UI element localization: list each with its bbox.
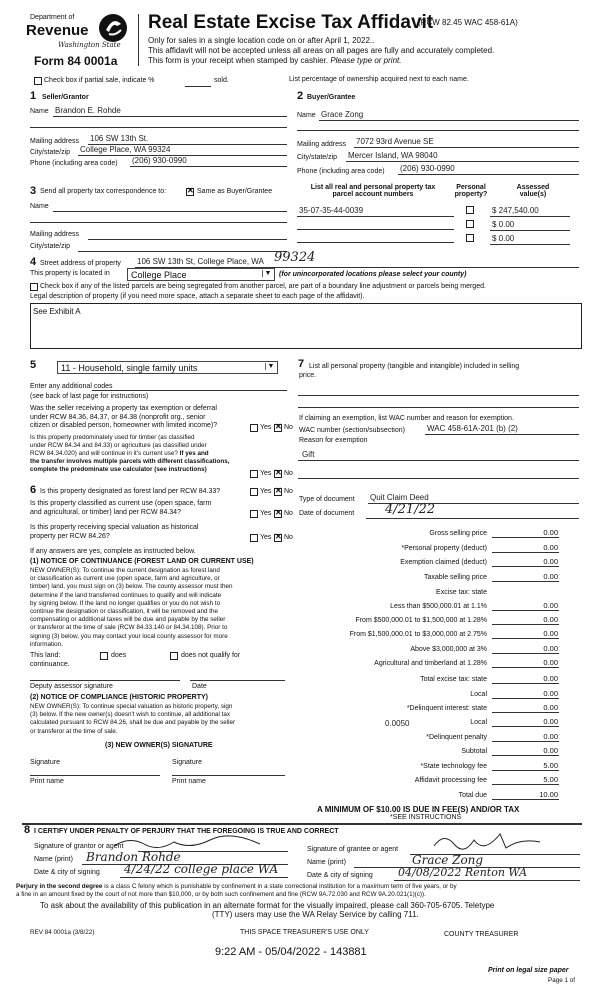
forest-question: Is this property designated as forest land per RCW 84.33? [40, 488, 221, 495]
form-title: Real Estate Excise Tax Affidavit [148, 12, 434, 33]
personal-property-label-2: price. [299, 372, 317, 379]
document-date-value[interactable]: 4/21/22 [385, 502, 436, 517]
yes-label: Yes [260, 534, 272, 541]
yes-label: Yes [260, 510, 272, 517]
segregated-label: Check box if any of the listed parcels are being segregated from another parcel, are part of a boundary line adjustment or parcels being merged. [40, 283, 486, 290]
revenue-logo-icon [97, 12, 129, 44]
q3-yes-checkbox[interactable] [250, 488, 258, 496]
local-rate: 0.0050 [385, 719, 410, 728]
same-as-buyer-checkbox[interactable] [186, 188, 194, 196]
no-label: No [284, 534, 293, 541]
yes-note: If any answers are yes, complete as instructed below. [30, 548, 196, 555]
see-instructions: *SEE INSTRUCTIONS [390, 814, 462, 821]
yes-label: Yes [260, 488, 272, 495]
q2-yes-checkbox[interactable] [250, 470, 258, 478]
personal-checkbox-1[interactable] [466, 206, 474, 214]
tax-row-label: From $500,000.01 to $1,500,000 at 1.28% [355, 617, 487, 624]
reason-label: Reason for exemption [299, 437, 368, 444]
buyer-city-label: City/state/zip [297, 154, 338, 161]
tax-row-value[interactable]: 0.00 [543, 658, 558, 667]
tax-row-label: *Delinquent interest: state [406, 705, 487, 712]
tax-row-label: Above $3,000,000 at 3% [410, 646, 487, 653]
seller-city-label: City/state/zip [30, 149, 71, 156]
assessed-value-1[interactable]: $ 247,540.00 [492, 206, 539, 215]
q5-yes-checkbox[interactable] [250, 534, 258, 542]
land-use-code-select[interactable]: 11 - Household, single family units ▼ [57, 361, 278, 374]
section-4-number: 4 [30, 256, 37, 268]
buyer-name-label: Name [297, 112, 316, 119]
q1-no-checkbox[interactable] [274, 424, 282, 432]
section-3-number: 3 [30, 185, 37, 197]
receipt-stamp: 9:22 AM - 05/04/2022 - 143881 [215, 946, 367, 958]
county-treasurer: COUNTY TREASURER [444, 931, 519, 938]
deputy-date-label: Date [192, 683, 207, 690]
zip-handwritten: 99324 [274, 250, 316, 265]
personal-checkbox-3[interactable] [466, 234, 474, 242]
continuance-label: continuance. [30, 661, 70, 668]
q1-yes-checkbox[interactable] [250, 424, 258, 432]
buyer-phone-value[interactable]: (206) 930-0990 [400, 164, 455, 173]
personal-checkbox-2[interactable] [466, 220, 474, 228]
tax-row-value[interactable]: 0.00 [543, 572, 558, 581]
perjury-notice: Perjury in the second degree is a class C felony which is punishable by confinement in a state correctional institution for a maximum term of five years, or by a fine in an amount fixed by the court of not more than $10,000, or by both such confinement and fine (RCW 9A.72.030 and RCW 9A.20.021(1)(c)). [16, 883, 457, 898]
seller-phone-label: Phone (including area code) [30, 160, 118, 167]
tax-row-label: *Delinquent penalty [426, 734, 487, 741]
document-type-value[interactable]: Quit Claim Deed [370, 493, 429, 502]
tax-row-label: Affidavit processing fee [414, 777, 487, 784]
tax-row-value[interactable]: 10.00 [539, 790, 558, 799]
print-name-label-2: Print name [172, 778, 206, 785]
tax-row-value[interactable]: 0.00 [543, 528, 558, 537]
seller-mail-label: Mailing address [30, 138, 80, 145]
treasurer-use: THIS SPACE TREASURER'S USE ONLY [240, 929, 369, 936]
revenue-logo-text: Revenue [26, 22, 89, 39]
print-name-label-1: Print name [30, 778, 64, 785]
tax-row-value[interactable]: 0.00 [543, 674, 558, 683]
buyer-phone-label: Phone (including area code) [297, 168, 385, 175]
timber-question: Is this property predominately used for timber (as classified under RCW 84.34 and 84.33) or agriculture (as classified under RCW 84.34.020) and will continue in it's current use? If yes and the transfer involves multiple parcels with different classifications, complete the predominate use calculator (see instructions) [30, 434, 230, 473]
reason-value[interactable]: Gift [302, 450, 315, 459]
exemption-instructions: If claiming an exemption, list WAC number and reason for exemption. [299, 415, 514, 422]
tax-row-label: Subtotal [461, 748, 487, 755]
segregated-checkbox[interactable] [30, 283, 38, 291]
tax-row-value[interactable]: 0.00 [543, 644, 558, 653]
grantee-signature[interactable] [430, 828, 550, 856]
partial-sale-checkbox[interactable] [34, 77, 42, 85]
q4-no-checkbox[interactable] [274, 510, 282, 518]
wac-label: WAC number (section/subsection) [299, 427, 405, 434]
yes-label: Yes [260, 470, 272, 477]
does-not-checkbox[interactable] [170, 652, 178, 660]
buyer-title: Buyer/Grantee [307, 94, 356, 101]
partial-sale-label: Check box if partial sale, indicate % [44, 77, 155, 84]
assessed-header: Assessed value(s) [516, 184, 550, 198]
revision: REV 84 0001a (3/8/22) [30, 929, 95, 936]
tax-row-label: Excise tax: state [436, 589, 487, 596]
accessibility-note-2: (TTY) users may use the WA Relay Service by calling 711. [212, 910, 419, 919]
located-in-label: This property is located in [30, 270, 110, 277]
rcw-ref: (RCW 82.45 WAC 458-61A) [418, 18, 518, 27]
seller-city-value[interactable]: College Place, WA 99324 [80, 145, 171, 154]
location-note: (for unincorporated locations please select your county) [279, 271, 467, 278]
form-number: Form 84 0001a [34, 54, 118, 68]
legal-description-label: Legal description of property (if you need more space, attach a separate sheet to each page of the affidavit). [30, 293, 365, 300]
grantee-signature-label: Signature of grantee or agent [307, 846, 399, 853]
grantee-date-label: Date & city of signing [307, 872, 373, 879]
continuance-heading: (1) NOTICE OF CONTINUANCE (FOREST LAND OR CURRENT USE) [30, 558, 254, 565]
tax-row-value[interactable]: 0.00 [543, 629, 558, 638]
minimum-due-note: A MINIMUM OF $10.00 IS DUE IN FEE(S) AND/OR TAX [317, 805, 520, 814]
seller-phone-value[interactable]: (206) 930-0990 [132, 156, 187, 165]
compliance-text: NEW OWNER(S): To continue special valuation as historic property, sign (3) below. If the new owner(s) doesn't wish to continue, all additional tax calculated pursuant to RCW 84.26, shall be due and payable by the seller or transferor at the time of sale. [30, 703, 236, 735]
tax-row-value[interactable]: 0.00 [543, 717, 558, 726]
chevron-down-icon: ▼ [265, 363, 276, 370]
parcel-account-1[interactable]: 35-07-35-44-0039 [299, 206, 364, 215]
tax-row-label: Total due [458, 792, 487, 799]
document-date-label: Date of document [299, 510, 355, 517]
parcel-header: List all real and personal property tax parcel account numbers [310, 184, 436, 198]
q2-no-checkbox[interactable] [274, 470, 282, 478]
assessed-value-3[interactable]: $ 0.00 [492, 234, 515, 243]
historic-question: Is this property receiving special valuation as historical property per RCW 84.26? [30, 524, 199, 540]
seller-title: Seller/Grantor [42, 94, 89, 101]
new-owner-signature-heading: (3) NEW OWNER(S) SIGNATURE [105, 742, 213, 749]
grantor-print-name[interactable]: Brandon Rohde [86, 850, 181, 864]
buyer-name-value[interactable]: Grace Zong [321, 110, 364, 119]
state-label: Washington State [58, 41, 121, 49]
grantee-print-label: Name (print) [307, 859, 346, 866]
street-address-label: Street address of property [40, 260, 121, 267]
continuance-text: NEW OWNER(S): To continue the current designation as forest land or classification as current use (open space, farm and agriculture, or timber) land, you must sign on (3) below. The county assessor must then determine if the land transferred continues to qualify and will indicate by signing below. If the land no longer qualifies or you do not wish to continue the designation or classification, it will be removed and the compensating or additional taxes will be due and payable by the seller or transferor at the time of sale (RCW 84.33.140 or 84.34.108). Prior to signing (3) below, you may contact your local county assessor for more information. [30, 567, 233, 648]
buyer-mail-label: Mailing address [297, 141, 347, 148]
ownership-note: List percentage of ownership acquired next to each name. [289, 76, 469, 83]
q4-yes-checkbox[interactable] [250, 510, 258, 518]
dept-label: Department of [30, 14, 75, 21]
q3-no-checkbox[interactable] [274, 488, 282, 496]
street-address-value[interactable]: 106 SW 13th St, College Place, WA [137, 257, 264, 266]
tax-row-label: Exemption claimed (deduct) [400, 559, 487, 566]
wac-value[interactable]: WAC 458-61A-201 (b) (2) [427, 424, 518, 433]
legal-paper-note: Print on legal size paper [488, 967, 569, 974]
deputy-signature-label: Deputy assessor signature [30, 683, 113, 690]
section-7-number: 7 [298, 358, 305, 370]
buyer-city-value[interactable]: Mercer Island, WA 98040 [348, 151, 438, 160]
signature-label-2: Signature [172, 759, 202, 766]
same-as-buyer-label: Same as Buyer/Grantee [197, 188, 273, 195]
seller-name-value[interactable]: Brandon E. Rohde [55, 106, 121, 115]
no-label: No [284, 510, 293, 517]
location-select[interactable]: College Place ▼ [127, 268, 275, 281]
tax-row-value[interactable]: 0.00 [543, 732, 558, 741]
tax-row-value[interactable]: 0.00 [543, 615, 558, 624]
grantee-print-name[interactable]: Grace Zong [412, 853, 484, 867]
tax-row-value[interactable]: 0.00 [543, 703, 558, 712]
no-label: No [284, 488, 293, 495]
tax-row-label: Less than $500,000.01 at 1.1% [390, 603, 487, 610]
signature-label-1: Signature [30, 759, 60, 766]
assessed-value-2[interactable]: $ 0.00 [492, 220, 515, 229]
certification-text: I CERTIFY UNDER PENALTY OF PERJURY THAT THE FOREGOING IS TRUE AND CORRECT [34, 828, 339, 835]
tax-row-label: Gross selling price [429, 530, 487, 537]
this-land-label: This land: [30, 652, 61, 659]
section-8-number: 8 [24, 824, 31, 836]
s3-name-label: Name [30, 203, 49, 210]
additional-codes-label: Enter any additional codes [30, 383, 113, 390]
seller-name-label: Name [30, 108, 49, 115]
exemption-question: Was the seller receiving a property tax exemption or deferral under RCW 84.36, 84.37, or 84.38 (nonprofit org., senior citizen or disabled person, homeowner with limited income)? [30, 405, 218, 429]
buyer-mail-value[interactable]: 7072 93rd Avenue SE [356, 137, 434, 146]
section-6-number: 6 [30, 484, 37, 496]
accessibility-note: To ask about the availability of this publication in an alternate format for the visually impaired, please call 360-705-6705. Teletype [40, 901, 495, 910]
no-label: No [284, 424, 293, 431]
additional-codes-note: (see back of last page for instructions) [30, 393, 149, 400]
does-checkbox[interactable] [100, 652, 108, 660]
yes-label: Yes [260, 424, 272, 431]
grantor-date-city[interactable]: 4/24/22 college place WA [124, 862, 279, 876]
partial-sale-sold: sold. [214, 77, 229, 84]
personal-property-label: List all personal property (tangible and intangible) included in selling [309, 363, 520, 370]
grantee-date-city[interactable]: 04/08/2022 Renton WA [398, 866, 528, 879]
q5-no-checkbox[interactable] [274, 534, 282, 542]
s3-city-label: City/state/zip [30, 243, 71, 250]
tax-row-label: Taxable selling price [423, 574, 487, 581]
does-label: does [111, 652, 127, 659]
tax-row-value[interactable]: 5.00 [543, 761, 558, 770]
section-5-number: 5 [30, 359, 37, 371]
grantor-date-label: Date & city of signing [34, 869, 100, 876]
tax-row-value[interactable]: 0.00 [543, 689, 558, 698]
compliance-heading: (2) NOTICE OF COMPLIANCE (HISTORIC PROPERTY) [30, 694, 208, 701]
tax-row-label: *Personal property (deduct) [401, 545, 487, 552]
tax-row-label: *State technology fee [420, 763, 487, 770]
grantor-print-label: Name (print) [34, 856, 73, 863]
current-use-question: Is this property classified as current use (open space, farm and agricultural, or timber) land per RCW 84.34? [30, 500, 212, 516]
tax-row-value[interactable]: 0.00 [543, 543, 558, 552]
tax-row-value[interactable]: 0.00 [543, 746, 558, 755]
document-type-label: Type of document [299, 496, 355, 503]
personal-header: Personal property? [454, 184, 488, 198]
s3-mail-label: Mailing address [30, 231, 80, 238]
chevron-down-icon: ▼ [262, 270, 273, 277]
header-line-3: This form is your receipt when stamped by cashier. Please type or print. [148, 56, 402, 65]
page-number: Page 1 of [548, 977, 575, 984]
grantor-signature-label: Signature of grantor or agent [34, 843, 124, 850]
no-label: No [284, 470, 293, 477]
legal-description-box[interactable]: See Exhibit A [30, 303, 582, 349]
section-1-number: 1 [30, 90, 37, 102]
correspondence-label: Send all property tax correspondence to: [40, 188, 167, 195]
tax-row-label: Agricultural and timberland at 1.28% [374, 660, 487, 667]
seller-mail-value[interactable]: 106 SW 13th St. [90, 134, 149, 143]
tax-row-label: Local [470, 719, 487, 726]
tax-row-value[interactable]: 5.00 [543, 775, 558, 784]
tax-row-label: From $1,500,000.01 to $3,000,000 at 2.75% [349, 631, 487, 638]
tax-row-value[interactable]: 0.00 [543, 557, 558, 566]
section-2-number: 2 [297, 90, 304, 102]
header-line-1: Only for sales in a single location code on or after April 1, 2022.. [148, 36, 375, 45]
tax-row-label: Local [470, 691, 487, 698]
tax-row-value[interactable]: 0.00 [543, 601, 558, 610]
does-not-label: does not qualify for [181, 652, 241, 659]
tax-row-label: Total excise tax: state [420, 676, 487, 683]
header-line-2: This affidavit will not be accepted unless all areas on all pages are fully and accurately completed. [148, 46, 495, 55]
